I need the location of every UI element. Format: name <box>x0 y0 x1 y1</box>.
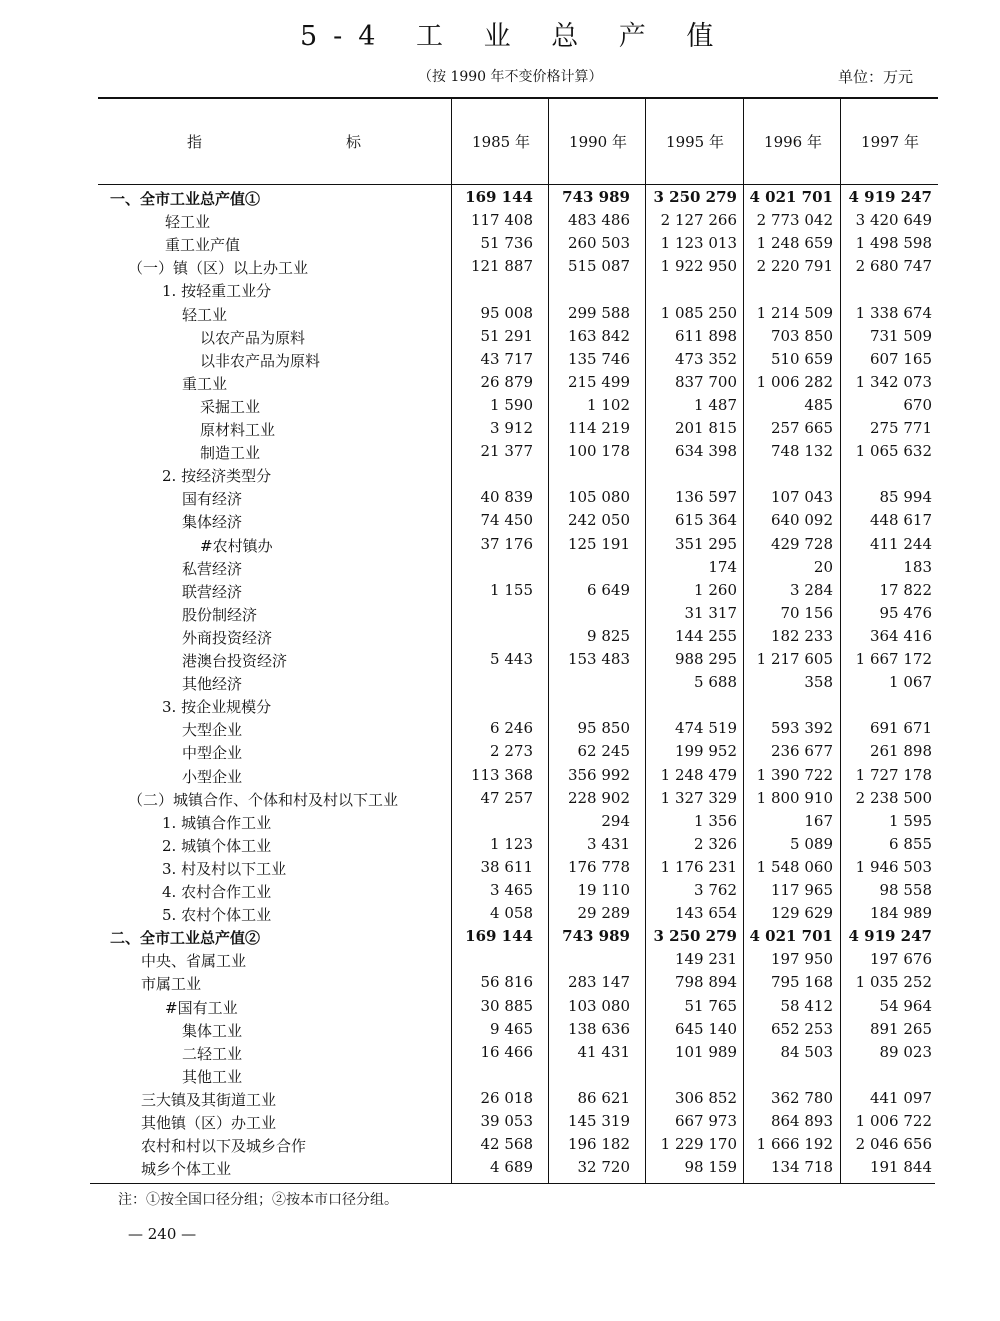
row-label: 3. 按企业规模分 <box>162 698 272 717</box>
row-value: 1 035 252 <box>855 973 932 992</box>
row-value: 667 973 <box>674 1112 737 1130</box>
row-value: 1 548 060 <box>756 857 833 876</box>
bottom-rule <box>90 1183 935 1184</box>
row-value: 1 155 <box>490 580 533 599</box>
row-value: 3 762 <box>694 881 737 899</box>
row-value: 136 597 <box>674 488 737 507</box>
row-value: 515 087 <box>567 257 630 276</box>
row-value: 2 127 266 <box>660 211 737 230</box>
table-row <box>0 533 1000 556</box>
row-value: 21 377 <box>480 442 533 461</box>
row-value: 32 720 <box>577 1158 630 1177</box>
row-value: 5 089 <box>790 834 833 853</box>
row-label: 3. 村及村以下工业 <box>162 859 287 878</box>
row-value: 29 289 <box>577 904 630 923</box>
header-year-1997: 1997 年 <box>861 133 919 151</box>
row-value: 183 <box>903 557 932 576</box>
row-label: 股份制经济 <box>182 605 258 624</box>
header-indicator-2: 标 <box>346 133 362 151</box>
row-value: 306 852 <box>674 1088 737 1107</box>
row-value: 30 885 <box>480 996 533 1015</box>
table-row <box>0 833 1000 856</box>
row-value: 3 465 <box>490 881 533 899</box>
row-value: 47 257 <box>480 788 533 807</box>
row-value: 441 097 <box>869 1088 932 1107</box>
row-label: 集体经济 <box>182 513 243 532</box>
row-value: 2 273 <box>490 742 533 761</box>
row-label: 二、全市工业总产值② <box>110 929 261 948</box>
row-label: 港澳台投资经济 <box>182 652 288 670</box>
row-label: 以非农产品为原料 <box>200 351 321 370</box>
row-value: 85 994 <box>879 488 932 507</box>
row-value: 74 450 <box>480 511 533 530</box>
row-value: 176 778 <box>567 857 630 876</box>
row-value: 351 295 <box>674 534 737 553</box>
row-value: 4 919 247 <box>848 188 932 206</box>
row-value: 1 229 170 <box>660 1135 737 1154</box>
row-value: 483 486 <box>567 211 630 230</box>
table-row <box>0 995 1000 1018</box>
row-label: 1. 城镇合作工业 <box>162 813 272 832</box>
row-value: 615 364 <box>674 511 737 530</box>
table-row <box>0 440 1000 463</box>
row-value: 1 338 674 <box>855 303 932 322</box>
row-label: 2. 按经济类型分 <box>162 467 272 486</box>
row-value: 474 519 <box>674 719 737 738</box>
row-value: 51 736 <box>480 234 533 253</box>
header-rule <box>98 184 938 185</box>
row-value: 294 <box>601 811 630 830</box>
row-value: 62 245 <box>577 742 630 761</box>
row-value: 113 368 <box>470 765 533 784</box>
row-value: 1 085 250 <box>660 303 737 322</box>
row-value: 743 989 <box>562 188 630 206</box>
row-value: 748 132 <box>770 442 833 461</box>
table-subtitle: （按 1990 年不变价格计算） <box>418 69 603 85</box>
table-row <box>0 579 1000 602</box>
row-value: 26 879 <box>480 372 533 391</box>
row-label: #农村镇办 <box>200 536 273 555</box>
row-value: 117 408 <box>470 211 533 230</box>
row-value: 1 214 509 <box>756 303 833 322</box>
row-label: 5. 农村个体工业 <box>162 906 272 925</box>
row-value: 58 412 <box>780 996 833 1015</box>
row-value: 43 717 <box>480 349 533 368</box>
table-row <box>0 394 1000 417</box>
row-value: 640 092 <box>770 511 833 530</box>
table-row <box>0 948 1000 971</box>
table-row <box>0 856 1000 879</box>
table-row <box>0 348 1000 371</box>
row-value: 1 006 282 <box>756 372 833 391</box>
row-value: 1 390 722 <box>756 765 833 784</box>
table-row <box>0 486 1000 509</box>
header-year-1995: 1995 年 <box>666 133 724 151</box>
row-value: 4 021 701 <box>749 188 833 206</box>
row-value: 5 443 <box>490 650 533 668</box>
row-value: 169 144 <box>465 927 533 946</box>
row-value: 163 842 <box>567 326 630 345</box>
row-value: 89 023 <box>879 1042 932 1061</box>
table-row <box>0 717 1000 740</box>
row-value: 107 043 <box>770 488 833 507</box>
row-label: 重工业 <box>182 374 228 393</box>
table-row <box>0 417 1000 440</box>
table-row <box>0 1133 1000 1156</box>
row-value: 691 671 <box>869 719 932 738</box>
row-label: （一）镇（区）以上办工业 <box>128 259 309 278</box>
table-row <box>0 1064 1000 1087</box>
row-value: 429 728 <box>770 534 833 553</box>
row-value: 149 231 <box>674 950 737 969</box>
table-row <box>0 278 1000 301</box>
row-value: 184 989 <box>869 904 932 923</box>
row-value: 1 356 <box>694 811 737 830</box>
row-value: 448 617 <box>869 511 932 530</box>
row-label: #国有工业 <box>165 998 238 1017</box>
row-label: 重工业产值 <box>165 236 241 255</box>
row-value: 4 689 <box>490 1158 533 1177</box>
row-value: 16 466 <box>480 1042 533 1061</box>
row-value: 1 800 910 <box>756 788 833 807</box>
header-year-1996: 1996 年 <box>764 133 822 151</box>
table-row <box>0 694 1000 717</box>
row-value: 169 144 <box>465 188 533 206</box>
row-value: 1 342 073 <box>855 372 932 391</box>
table-row <box>0 971 1000 994</box>
row-value: 38 611 <box>480 857 533 876</box>
table-title: 5-4 工 业 总 产 值 <box>300 21 730 52</box>
row-value: 135 746 <box>567 349 630 368</box>
row-value: 891 265 <box>869 1019 932 1038</box>
unit-label: 单位：万元 <box>838 68 914 86</box>
table-row <box>0 902 1000 925</box>
top-rule <box>98 97 938 99</box>
table-row <box>0 1087 1000 1110</box>
row-label: 农村和村以下及城乡合作 <box>141 1137 307 1156</box>
row-value: 798 894 <box>674 973 737 992</box>
row-value: 95 850 <box>577 719 630 738</box>
row-value: 98 558 <box>879 881 932 899</box>
row-value: 9 465 <box>490 1019 533 1038</box>
row-value: 56 816 <box>480 973 533 992</box>
row-value: 105 080 <box>567 488 630 507</box>
row-label: 集体工业 <box>182 1021 243 1040</box>
row-label: 大型企业 <box>182 721 243 740</box>
row-value: 3 420 649 <box>855 211 932 230</box>
row-label: 以农产品为原料 <box>200 328 306 347</box>
row-value: 2 680 747 <box>855 257 932 276</box>
row-label: 小型企业 <box>182 767 243 786</box>
row-value: 611 898 <box>674 326 737 345</box>
table-row <box>0 787 1000 810</box>
row-value: 3 431 <box>587 834 630 853</box>
row-value: 201 815 <box>674 419 737 437</box>
row-label: 制造工业 <box>200 444 261 463</box>
row-value: 2 326 <box>694 834 737 853</box>
row-label: 其他镇（区）办工业 <box>141 1114 277 1132</box>
row-value: 257 665 <box>770 419 833 437</box>
table-row <box>0 556 1000 579</box>
row-label: 国有经济 <box>182 490 243 509</box>
table-row <box>0 255 1000 278</box>
row-value: 1 102 <box>587 395 630 414</box>
row-value: 6 855 <box>889 834 932 853</box>
row-label: 市属工业 <box>141 975 202 994</box>
row-label: 1. 按轻重工业分 <box>162 282 272 301</box>
row-label: 外商投资经济 <box>182 628 273 647</box>
row-value: 84 503 <box>780 1042 833 1061</box>
row-value: 1 727 178 <box>855 765 932 784</box>
row-value: 31 317 <box>684 603 737 622</box>
row-label: 其他工业 <box>182 1067 243 1086</box>
row-value: 1 006 722 <box>855 1112 932 1130</box>
row-value: 473 352 <box>674 349 737 368</box>
table-row <box>0 325 1000 348</box>
row-value: 358 <box>804 673 833 692</box>
row-value: 2 238 500 <box>855 788 932 807</box>
table-row <box>0 209 1000 232</box>
row-value: 3 284 <box>790 580 833 599</box>
row-value: 299 588 <box>567 303 630 322</box>
row-label: 中型企业 <box>182 744 243 763</box>
row-label: 其他经济 <box>182 675 243 694</box>
row-label: 中央、省属工业 <box>141 952 247 971</box>
row-value: 114 219 <box>567 419 630 437</box>
row-value: 1 498 598 <box>855 234 932 253</box>
table-row <box>0 232 1000 255</box>
table-row <box>0 463 1000 486</box>
table-row <box>0 1041 1000 1064</box>
row-value: 95 476 <box>879 603 932 622</box>
row-label: （二）城镇合作、个体和村及村以下工业 <box>128 790 399 809</box>
row-value: 4 021 701 <box>749 927 833 946</box>
row-value: 167 <box>804 811 833 830</box>
row-value: 41 431 <box>577 1042 630 1061</box>
row-value: 70 156 <box>780 603 833 622</box>
row-value: 1 176 231 <box>660 857 737 876</box>
header-year-1990: 1990 年 <box>569 133 627 151</box>
row-label: 联营经济 <box>182 582 243 601</box>
row-value: 1 666 192 <box>756 1135 833 1154</box>
row-value: 3 250 279 <box>653 188 737 206</box>
row-value: 5 688 <box>694 673 737 692</box>
row-value: 153 483 <box>567 650 630 668</box>
row-value: 144 255 <box>674 626 737 645</box>
row-value: 1 590 <box>490 395 533 414</box>
row-value: 145 319 <box>567 1112 630 1130</box>
row-value: 743 989 <box>562 927 630 946</box>
row-value: 134 718 <box>770 1158 833 1177</box>
row-value: 19 110 <box>577 881 630 899</box>
row-value: 20 <box>813 557 833 576</box>
row-value: 40 839 <box>480 488 533 507</box>
row-value: 670 <box>903 395 932 414</box>
table-row <box>0 764 1000 787</box>
row-value: 199 952 <box>674 742 737 761</box>
row-value: 634 398 <box>674 442 737 461</box>
row-value: 1 123 <box>490 834 533 853</box>
table-row <box>0 1156 1000 1179</box>
row-value: 1 260 <box>694 580 737 599</box>
table-row <box>0 186 1000 209</box>
row-value: 645 140 <box>674 1019 737 1038</box>
row-value: 121 887 <box>470 257 533 276</box>
row-value: 100 178 <box>567 442 630 461</box>
row-value: 17 822 <box>879 580 932 599</box>
row-value: 2 220 791 <box>756 257 833 276</box>
row-value: 197 950 <box>770 950 833 969</box>
table-row <box>0 648 1000 671</box>
row-value: 1 327 329 <box>660 788 737 807</box>
row-value: 261 898 <box>869 742 932 761</box>
row-label: 原材料工业 <box>200 421 276 439</box>
row-value: 837 700 <box>674 372 737 391</box>
row-value: 1 946 503 <box>855 857 932 876</box>
row-value: 988 295 <box>674 650 737 668</box>
header-year-1985: 1985 年 <box>472 133 530 151</box>
row-value: 3 912 <box>490 419 533 437</box>
row-value: 174 <box>708 557 737 576</box>
row-value: 2 773 042 <box>756 211 833 230</box>
row-value: 2 046 656 <box>855 1135 932 1154</box>
row-value: 1 248 479 <box>660 765 737 784</box>
table-row <box>0 371 1000 394</box>
row-value: 795 168 <box>770 973 833 992</box>
table-row <box>0 302 1000 325</box>
row-value: 6 246 <box>490 719 533 738</box>
row-value: 39 053 <box>480 1112 533 1130</box>
row-label: 一、全市工业总产值① <box>110 190 261 208</box>
row-label: 私营经济 <box>182 559 243 578</box>
row-value: 731 509 <box>869 326 932 345</box>
row-value: 4 058 <box>490 904 533 923</box>
row-value: 242 050 <box>567 511 630 530</box>
row-value: 95 008 <box>480 303 533 322</box>
row-value: 1 217 605 <box>756 650 833 668</box>
row-value: 98 159 <box>684 1158 737 1177</box>
row-value: 228 902 <box>567 788 630 807</box>
row-value: 9 825 <box>587 626 630 645</box>
row-label: 4. 农村合作工业 <box>162 883 272 901</box>
row-value: 143 654 <box>674 904 737 923</box>
row-value: 362 780 <box>770 1088 833 1107</box>
row-value: 125 191 <box>567 534 630 553</box>
row-value: 1 248 659 <box>756 234 833 253</box>
row-label: 城乡个体工业 <box>141 1160 232 1179</box>
row-value: 652 253 <box>770 1019 833 1038</box>
row-label: 轻工业 <box>182 305 228 324</box>
row-value: 42 568 <box>480 1135 533 1154</box>
row-value: 1 123 013 <box>660 234 737 253</box>
row-value: 364 416 <box>869 626 932 645</box>
row-value: 1 922 950 <box>660 257 737 276</box>
row-label: 2. 城镇个体工业 <box>162 836 272 855</box>
header-indicator: 指 <box>187 133 203 151</box>
table-row <box>0 1110 1000 1133</box>
row-value: 215 499 <box>567 372 630 391</box>
page-number: — 240 — <box>128 1225 197 1243</box>
row-value: 275 771 <box>869 419 932 437</box>
row-value: 86 621 <box>577 1088 630 1107</box>
row-value: 37 176 <box>480 534 533 553</box>
row-value: 191 844 <box>869 1158 932 1177</box>
table-row <box>0 1018 1000 1041</box>
row-value: 51 765 <box>684 996 737 1015</box>
row-value: 485 <box>804 395 833 414</box>
row-label: 三大镇及其街道工业 <box>141 1090 277 1109</box>
row-value: 283 147 <box>567 973 630 992</box>
row-value: 593 392 <box>770 719 833 738</box>
row-value: 1 487 <box>694 395 737 414</box>
row-value: 1 067 <box>889 673 932 692</box>
row-label: 采掘工业 <box>200 397 261 416</box>
row-value: 117 965 <box>770 881 833 899</box>
row-value: 3 250 279 <box>653 927 737 946</box>
row-value: 1 065 632 <box>855 442 932 461</box>
row-value: 51 291 <box>480 326 533 345</box>
row-label: 二轻工业 <box>182 1044 243 1063</box>
row-value: 182 233 <box>770 626 833 645</box>
row-value: 26 018 <box>480 1088 533 1107</box>
table-row <box>0 810 1000 833</box>
table-row <box>0 625 1000 648</box>
row-value: 411 244 <box>869 534 932 553</box>
table-row <box>0 925 1000 948</box>
row-value: 197 676 <box>869 950 932 969</box>
row-value: 510 659 <box>770 349 833 368</box>
row-value: 864 893 <box>770 1112 833 1130</box>
row-value: 103 080 <box>567 996 630 1015</box>
row-value: 260 503 <box>567 234 630 253</box>
row-value: 138 636 <box>567 1019 630 1038</box>
row-value: 54 964 <box>879 996 932 1015</box>
row-value: 129 629 <box>770 904 833 923</box>
row-value: 1 595 <box>889 811 932 830</box>
row-label: 轻工业 <box>165 213 211 232</box>
row-value: 236 677 <box>770 742 833 761</box>
row-value: 196 182 <box>567 1135 630 1154</box>
row-value: 607 165 <box>869 349 932 368</box>
row-value: 1 667 172 <box>855 650 932 668</box>
row-value: 6 649 <box>587 580 630 599</box>
footnote: 注：①按全国口径分组；②按本市口径分组。 <box>118 1192 398 1208</box>
row-value: 356 992 <box>567 765 630 784</box>
row-value: 4 919 247 <box>848 927 932 946</box>
table-row <box>0 602 1000 625</box>
row-value: 703 850 <box>770 326 833 345</box>
table-row <box>0 740 1000 763</box>
row-value: 101 989 <box>674 1042 737 1061</box>
table-row <box>0 509 1000 532</box>
table-row <box>0 879 1000 902</box>
table-row <box>0 671 1000 694</box>
